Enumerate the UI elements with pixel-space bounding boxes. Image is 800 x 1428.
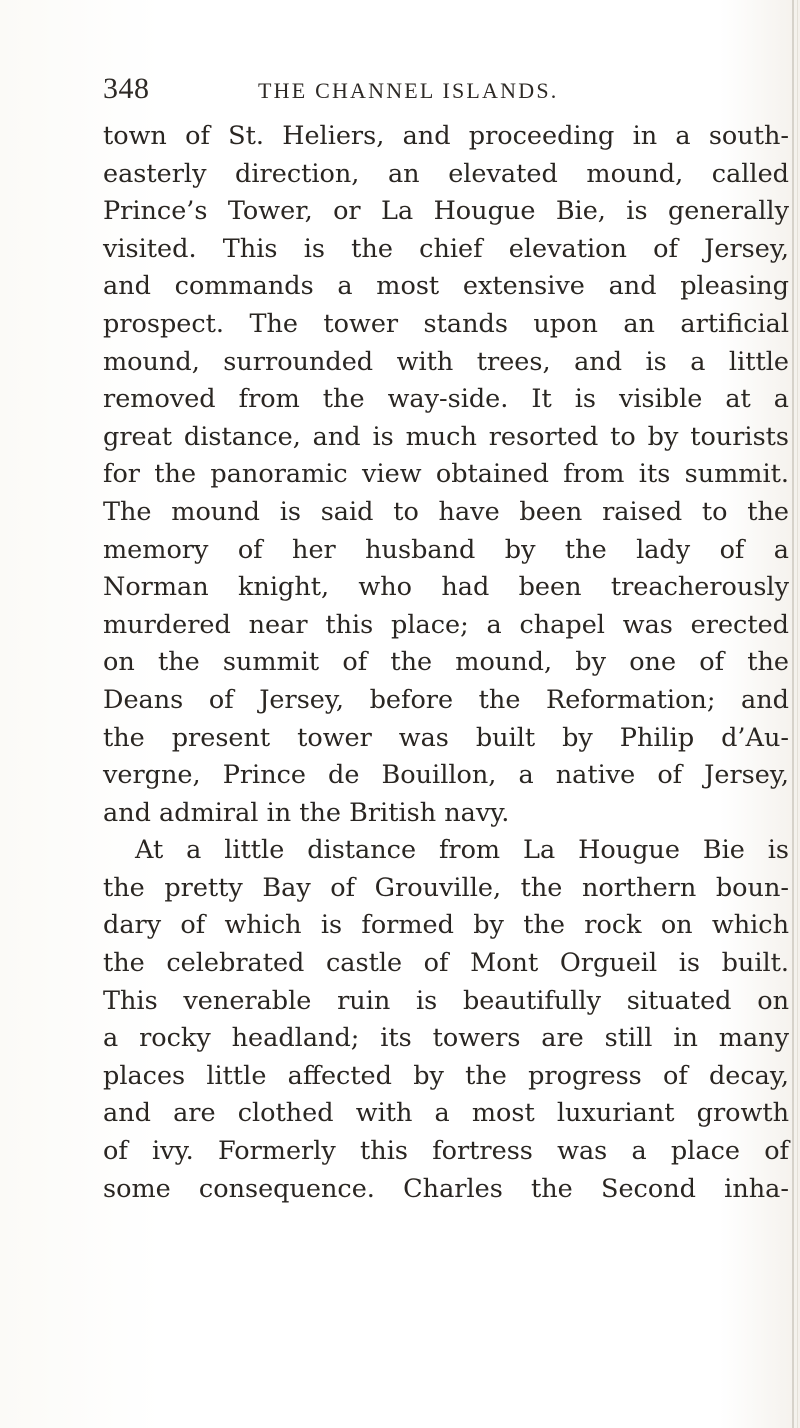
text-line: prospect. The tower stands upon an artificial (103, 308, 789, 339)
text-line-paragraph-end: and admiral in the British navy. (103, 797, 510, 828)
text-line: the pretty Bay of Grouville, the northern boun- (103, 872, 789, 903)
text-line: This venerable ruin is beautifully situated on (103, 985, 789, 1016)
text-line: Prince’s Tower, or La Hougue Bie, is generally (103, 196, 789, 227)
text-line: on the summit of the mound, by one of the (103, 647, 789, 678)
text-line: dary of which is formed by the rock on which (103, 910, 789, 941)
text-line: memory of her husband by the lady of a (103, 534, 789, 565)
text-line: great distance, and is much resorted to by tourists (103, 421, 789, 452)
text-line: some consequence. Charles the Second inha- (103, 1173, 789, 1204)
page-header (103, 72, 783, 112)
text-line: for the panoramic view obtained from its summit. (103, 459, 789, 490)
text-line: and are clothed with a most luxuriant growth (103, 1098, 789, 1129)
text-line-paragraph-start: At a little distance from La Hougue Bie is (135, 835, 789, 866)
text-line: removed from the way-side. It is visible at a (103, 384, 789, 415)
text-line: of ivy. Formerly this fortress was a place of (103, 1136, 789, 1167)
page-edge (792, 0, 794, 1428)
text-line: the celebrated castle of Mont Orgueil is built. (103, 948, 789, 979)
text-line: Norman knight, who had been treacherously (103, 572, 789, 603)
running-head: THE CHANNEL ISLANDS. (258, 78, 559, 103)
text-line: the present tower was built by Philip d’Au- (103, 722, 789, 753)
text-line: a rocky headland; its towers are still in many (103, 1023, 789, 1054)
text-line: places little affected by the progress of decay, (103, 1060, 789, 1091)
text-line: vergne, Prince de Bouillon, a native of Jersey, (103, 760, 789, 791)
page-number: 348 (103, 72, 150, 105)
text-line: mound, surrounded with trees, and is a little (103, 346, 789, 377)
page-edge-outer (797, 0, 798, 1428)
body-text (103, 118, 789, 1208)
text-line: visited. This is the chief elevation of Jersey, (103, 233, 789, 264)
text-line: Deans of Jersey, before the Reformation; and (103, 684, 789, 715)
text-line: and commands a most extensive and pleasing (103, 271, 789, 302)
text-line: town of St. Heliers, and proceeding in a south- (103, 121, 789, 151)
text-line: easterly direction, an elevated mound, called (103, 158, 789, 189)
text-line: The mound is said to have been raised to the (103, 496, 789, 527)
text-line: murdered near this place; a chapel was erected (103, 609, 789, 640)
